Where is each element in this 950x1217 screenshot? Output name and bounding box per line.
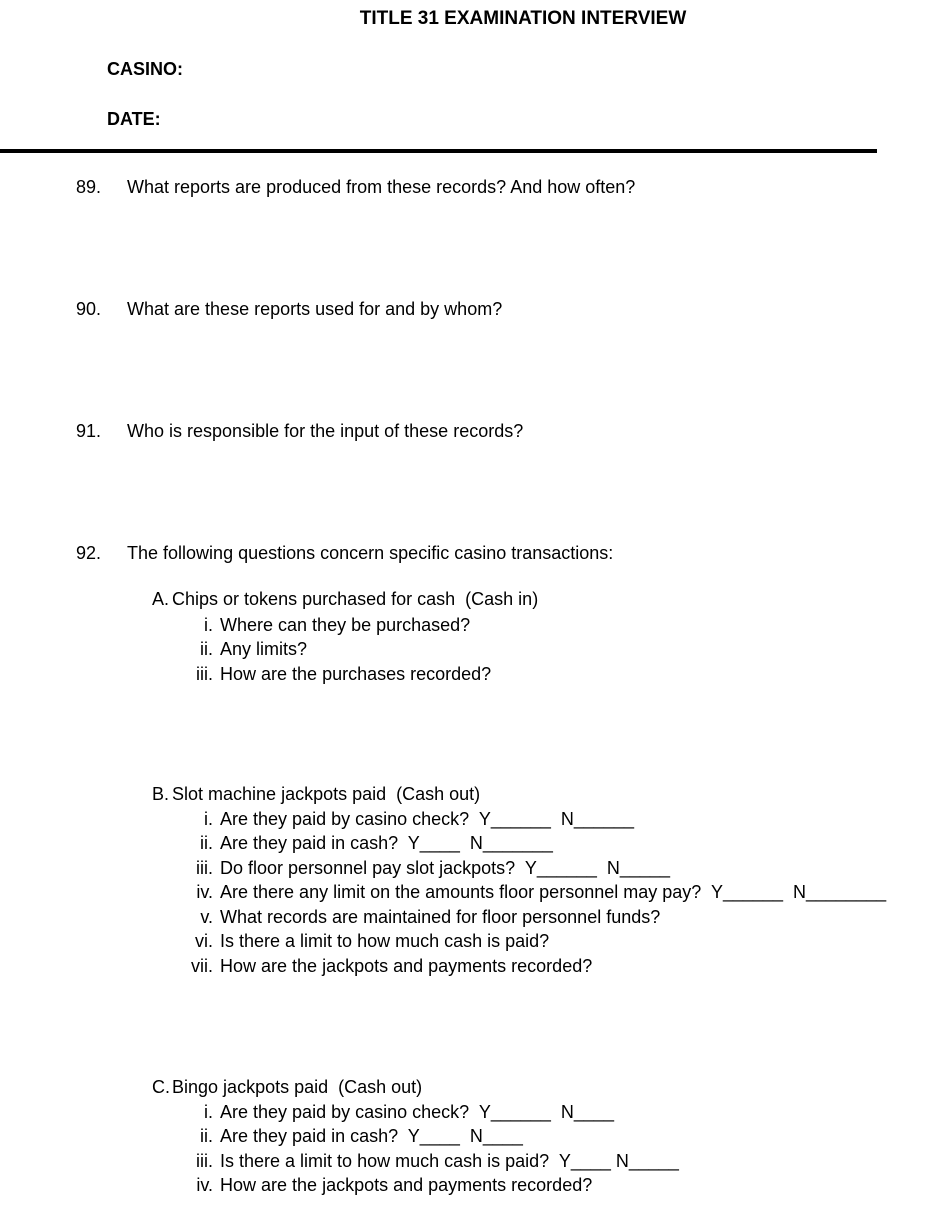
- question-text: What are these reports used for and by whom?: [127, 299, 503, 319]
- sub-item-text: How are the purchases recorded?: [220, 664, 492, 684]
- roman-numeral: i.: [204, 615, 214, 635]
- sub-item-text: Are they paid in cash? Y____ N____: [220, 1126, 523, 1146]
- sub-item-text: Where can they be purchased?: [220, 615, 471, 635]
- roman-numeral: iii.: [196, 858, 214, 878]
- sub-item-text: Any limits?: [220, 639, 308, 659]
- roman-numeral: ii.: [200, 833, 214, 853]
- roman-numeral: ii.: [200, 639, 214, 659]
- sub-item-text: Is there a limit to how much cash is paid?: [220, 931, 550, 951]
- question-number: 92.: [76, 543, 102, 563]
- question-number: 91.: [76, 421, 102, 441]
- roman-numeral: iv.: [196, 1175, 214, 1195]
- subsection-letter: C.: [152, 1077, 171, 1097]
- subsection-title: Bingo jackpots paid (Cash out): [172, 1077, 423, 1097]
- casino-label: CASINO:: [107, 59, 183, 79]
- question-91: [56, 400, 523, 463]
- sub-item-text: How are the jackpots and payments recorded?: [220, 956, 593, 976]
- date-label: DATE:: [107, 109, 161, 129]
- question-number: 89.: [76, 177, 102, 197]
- sub-item-text: Are they paid in cash? Y____ N_______: [220, 833, 553, 853]
- sub-item-text: Is there a limit to how much cash is paid? Y____ N_____: [220, 1151, 679, 1171]
- sub-item-text: What records are maintained for floor personnel funds?: [220, 907, 661, 927]
- sub-item-text: Are they paid by casino check? Y______ N____: [220, 1102, 614, 1122]
- sub-item-text: Do floor personnel pay slot jackpots? Y______ N_____: [220, 858, 670, 878]
- subsection-letter: A.: [152, 589, 170, 609]
- question-text: The following questions concern specific casino transactions:: [127, 543, 614, 563]
- question-number: 90.: [76, 299, 102, 319]
- sub-item-b-vii: [155, 935, 592, 998]
- roman-numeral: iii.: [196, 1151, 214, 1171]
- question-text: Who is responsible for the input of these records?: [127, 421, 524, 441]
- page-title: TITLE 31 EXAMINATION INTERVIEW: [359, 8, 687, 29]
- sub-item-text: Are they paid by casino check? Y______ N______: [220, 809, 634, 829]
- subsection-title: Chips or tokens purchased for cash (Cash in): [172, 589, 539, 609]
- roman-numeral: ii.: [200, 1126, 214, 1146]
- sub-item-text: Are there any limit on the amounts floor personnel may pay? Y______ N________: [220, 882, 887, 902]
- roman-numeral: v.: [200, 907, 214, 927]
- divider-rule: [0, 149, 877, 153]
- roman-numeral: i.: [204, 1102, 214, 1122]
- subsection-letter: B.: [152, 784, 170, 804]
- roman-numeral: iv.: [196, 882, 214, 902]
- roman-numeral: vii.: [191, 956, 214, 976]
- question-89: [56, 156, 635, 219]
- question-text: What reports are produced from these records? And how often?: [127, 177, 636, 197]
- question-90: [56, 278, 502, 341]
- subsection-title: Slot machine jackpots paid (Cash out): [172, 784, 481, 804]
- roman-numeral: i.: [204, 809, 214, 829]
- roman-numeral: iii.: [196, 664, 214, 684]
- roman-numeral: vi.: [195, 931, 214, 951]
- sub-item-a-iii: [155, 643, 491, 706]
- sub-item-c-iv: [155, 1154, 592, 1217]
- sub-item-text: How are the jackpots and payments recorded?: [220, 1175, 593, 1195]
